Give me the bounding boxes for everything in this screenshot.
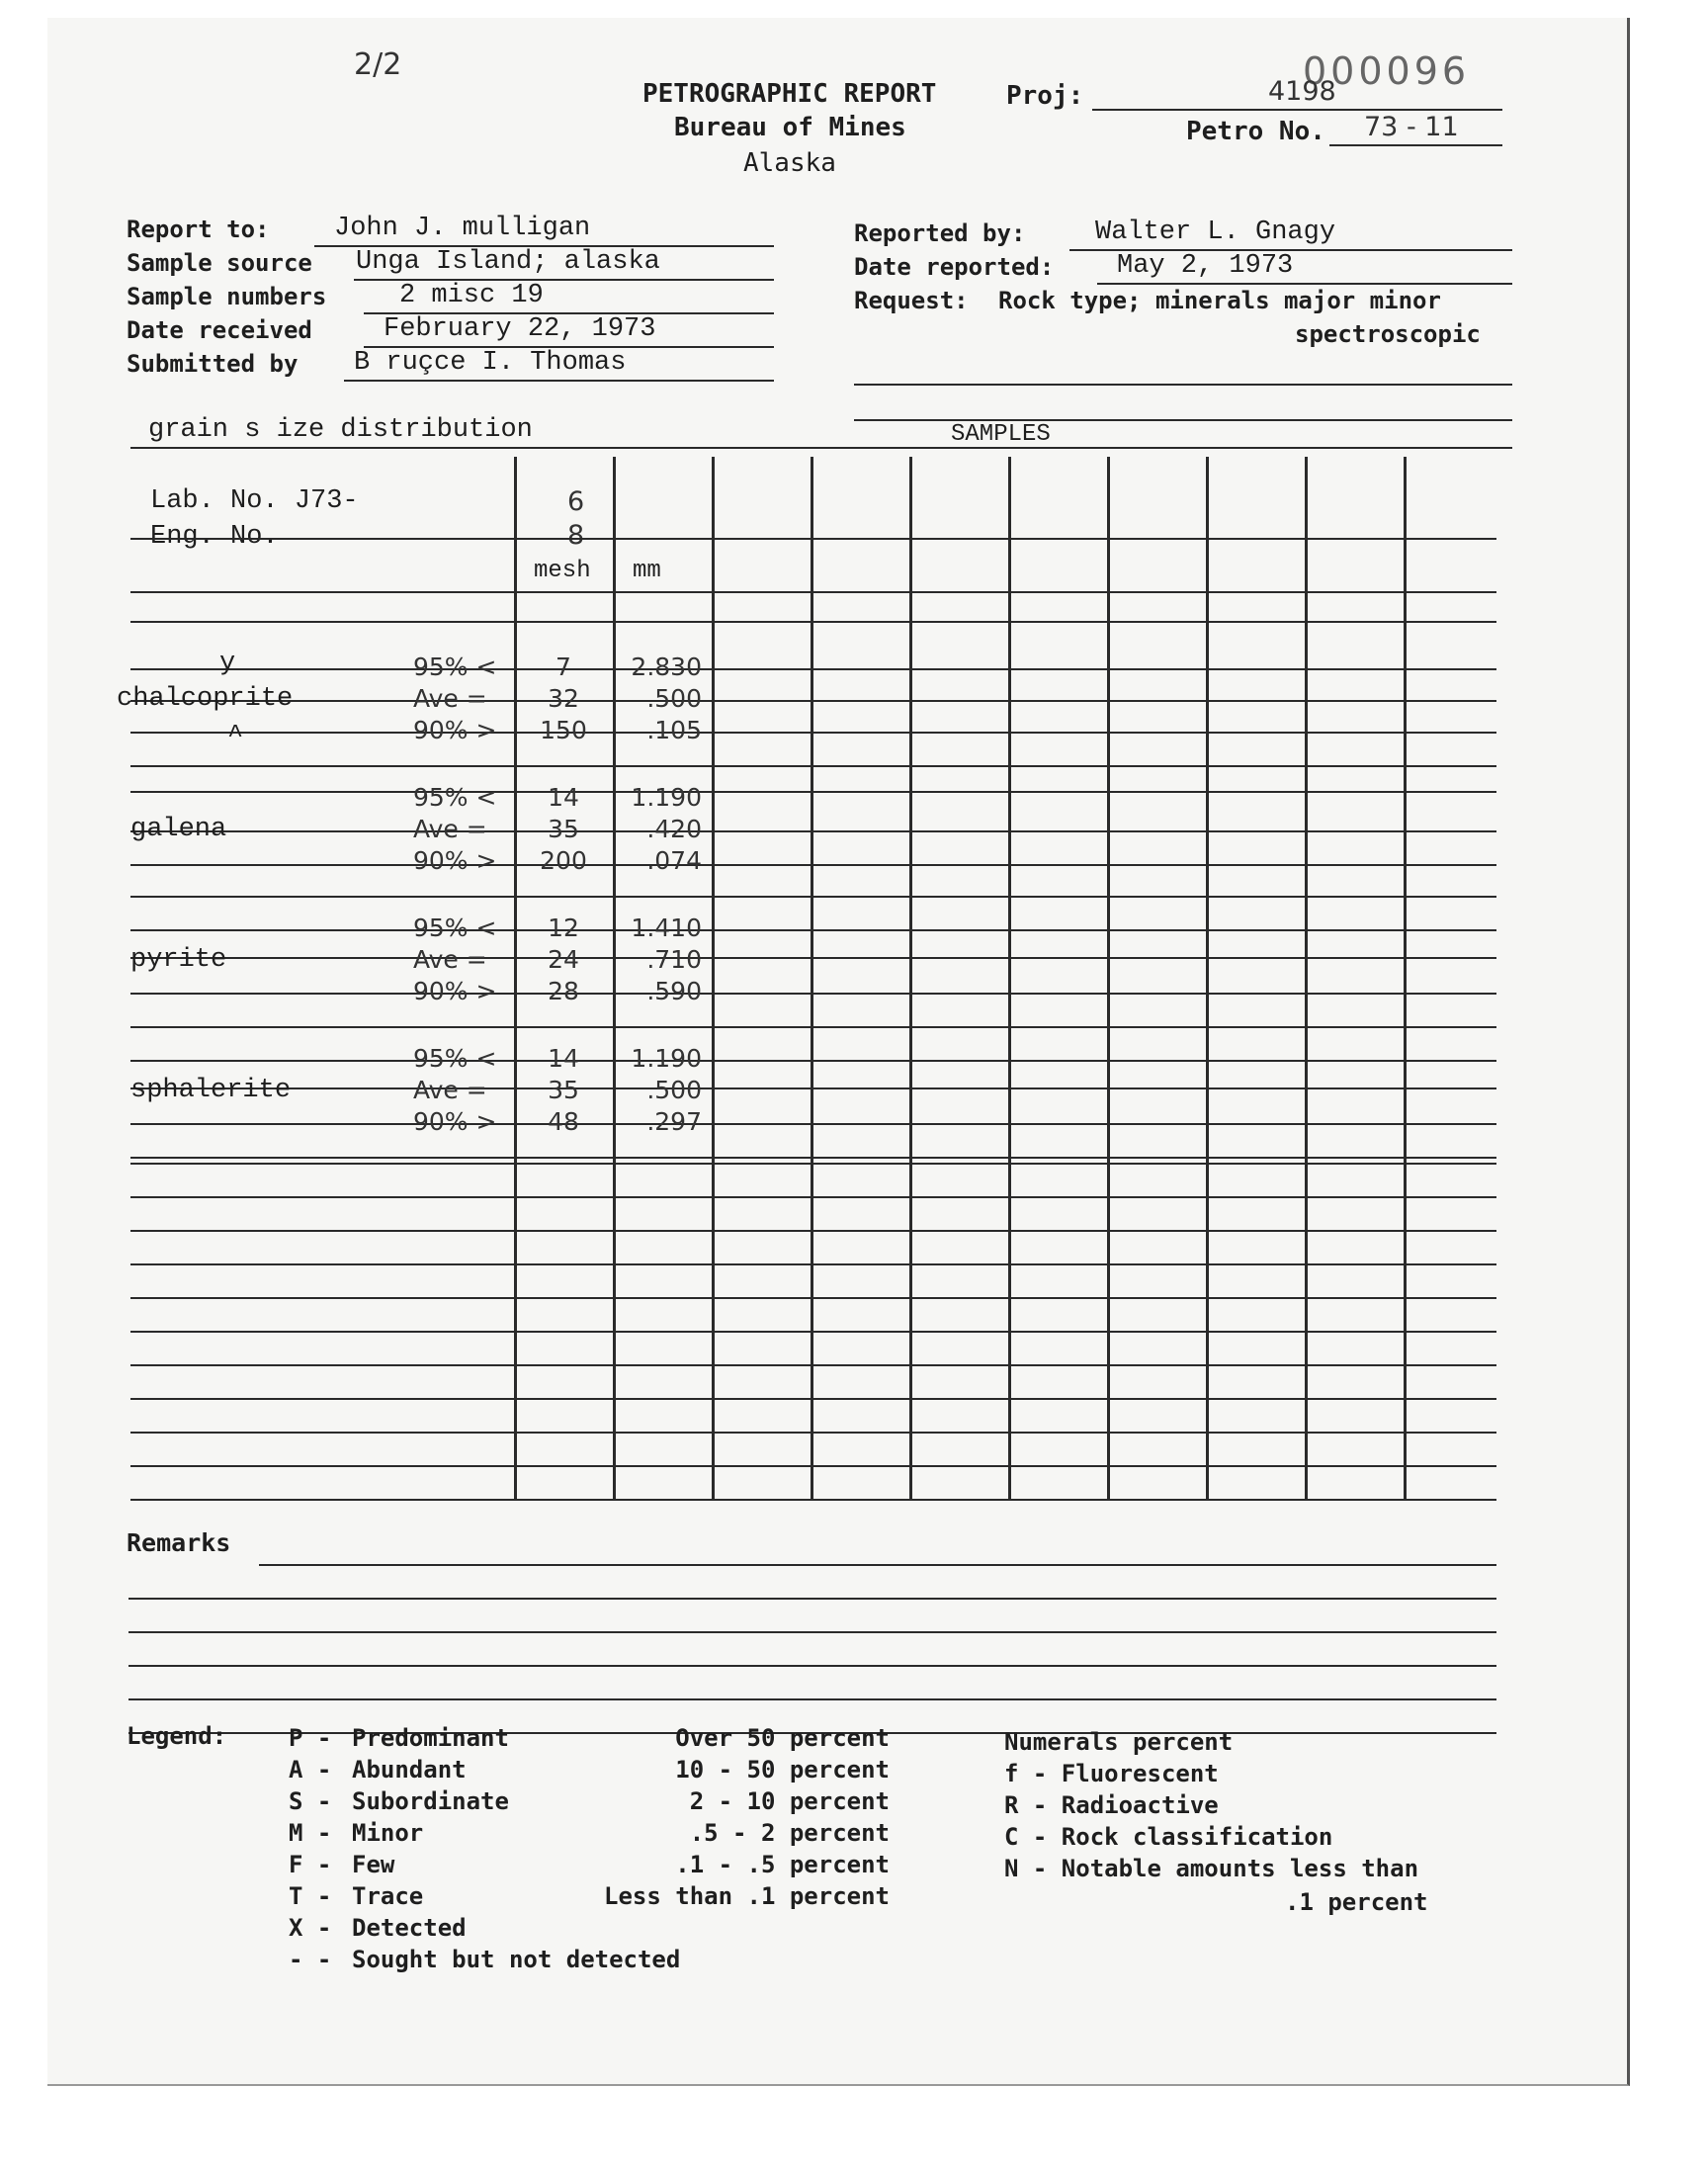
table-column-rule — [909, 457, 912, 1499]
mineral-correction-mark: y — [219, 649, 236, 678]
samples-header: SAMPLES — [951, 421, 1051, 448]
table-column-rule — [1206, 457, 1209, 1499]
table-row-rule — [130, 1297, 1496, 1299]
mm-header: mm — [633, 558, 661, 584]
table-row-rule — [130, 621, 1496, 623]
mm-value: .710 — [646, 945, 702, 974]
mm-value: .105 — [646, 716, 702, 744]
legend-name: Detected — [352, 1914, 467, 1942]
sample-numbers-field — [364, 283, 774, 314]
date-received-field — [364, 316, 774, 348]
remarks-line — [128, 1698, 1496, 1700]
table-row-rule — [130, 1465, 1496, 1467]
mm-value: 2.830 — [631, 652, 702, 681]
agency-name: Bureau of Mines — [674, 113, 906, 142]
mineral-name: galena — [130, 815, 227, 844]
legend-name: Trace — [352, 1882, 424, 1910]
date-reported-value: May 2, 1973 — [1117, 251, 1294, 281]
table-row-rule — [130, 591, 1496, 593]
remarks-line — [128, 1631, 1496, 1633]
table-row-rule — [130, 700, 1496, 702]
legend-name: Abundant — [352, 1756, 467, 1784]
mineral-name: chalcoprite — [117, 684, 294, 714]
stat-label: Ave = — [413, 684, 487, 713]
mesh-header: mesh — [534, 558, 591, 584]
submitted-by-label: Submitted by — [127, 350, 299, 378]
date-reported-field — [1097, 253, 1512, 285]
mm-value: .500 — [646, 684, 702, 713]
mineral-insertion-mark: ^ — [227, 722, 244, 751]
sample-numbers-value: 2 misc 19 — [399, 281, 544, 310]
legend-right-title: Numerals percent — [1004, 1728, 1234, 1756]
eng-no-value: 8 — [567, 520, 585, 551]
mm-value: .420 — [646, 815, 702, 843]
reported-by-value: Walter L. Gnagy — [1095, 218, 1336, 247]
mesh-value: 28 — [548, 977, 579, 1005]
mesh-value: 32 — [548, 684, 579, 713]
petro-label: Petro No. — [1186, 117, 1325, 146]
reported-by-label: Reported by: — [854, 219, 1026, 247]
proj-value: 4198 — [1268, 76, 1336, 107]
petro-value: 73 - 11 — [1364, 112, 1459, 142]
table-row-rule — [130, 1364, 1496, 1366]
mesh-value: 150 — [540, 716, 587, 744]
report-to-field — [314, 216, 774, 247]
legend-code: P - — [289, 1724, 332, 1752]
sample-source-field — [354, 249, 774, 281]
report-to-label: Report to: — [127, 216, 270, 243]
mm-value: .074 — [646, 846, 702, 875]
legend-code: - - — [289, 1946, 332, 1973]
table-row-rule — [130, 1499, 1496, 1501]
table-row-rule — [130, 1026, 1496, 1028]
table-row-rule — [130, 668, 1496, 670]
table-row-rule — [130, 993, 1496, 995]
table-row-rule — [130, 1263, 1496, 1265]
stat-label: 95% < — [413, 652, 497, 681]
table-row-rule — [130, 765, 1496, 767]
stat-label: Ave = — [413, 945, 487, 974]
proj-label: Proj: — [1006, 81, 1084, 111]
stat-label: 90% > — [413, 1107, 497, 1136]
table-row-rule — [130, 1060, 1496, 1062]
report-title: PETROGRAPHIC REPORT — [642, 79, 937, 109]
request-line-2: spectroscopic — [1295, 320, 1481, 348]
mesh-value: 14 — [548, 1044, 579, 1073]
table-row-rule — [130, 1398, 1496, 1400]
legend-name: Minor — [352, 1819, 424, 1847]
stat-label: 95% < — [413, 783, 497, 812]
legend-right-item: N - Notable amounts less than — [1004, 1855, 1419, 1882]
reported-by-field — [1069, 219, 1512, 251]
mm-value: .500 — [646, 1076, 702, 1104]
table-row-rule — [130, 1123, 1496, 1125]
legend-right-item: f - Fluorescent — [1004, 1760, 1219, 1787]
mesh-value: 35 — [548, 1076, 579, 1104]
table-row-rule — [130, 1331, 1496, 1333]
table-row-rule — [130, 1157, 1496, 1159]
remarks-label: Remarks — [127, 1528, 231, 1557]
legend-range: 10 - 50 percent — [675, 1756, 890, 1784]
page-mark: 2/2 — [354, 47, 402, 82]
table-row-rule — [130, 538, 1496, 540]
stat-label: Ave = — [413, 815, 487, 843]
mesh-value: 24 — [548, 945, 579, 974]
eng-no-label: Eng. No. — [150, 522, 279, 552]
table-column-rule — [811, 457, 813, 1499]
table-row-rule — [130, 1230, 1496, 1232]
remarks-line — [128, 1598, 1496, 1600]
stat-label: Ave = — [413, 1076, 487, 1104]
legend-name: Sought but not detected — [352, 1946, 681, 1973]
table-column-rule — [1107, 457, 1110, 1499]
legend-code: S - — [289, 1787, 332, 1815]
table-row-rule — [130, 732, 1496, 734]
legend-range: 2 - 10 percent — [689, 1787, 890, 1815]
submitted-by-value: B ruçce I. Thomas — [354, 348, 627, 378]
remarks-line — [259, 1564, 1496, 1566]
table-row-rule — [130, 1196, 1496, 1198]
stat-label: 95% < — [413, 914, 497, 942]
table-row-rule — [130, 1163, 1496, 1165]
stat-label: 90% > — [413, 846, 497, 875]
table-column-rule — [1008, 457, 1011, 1499]
lab-no-label: Lab. No. J73- — [150, 486, 359, 516]
stat-label: 95% < — [413, 1044, 497, 1073]
table-row-rule — [130, 830, 1496, 832]
sample-source-label: Sample source — [127, 249, 312, 277]
legend-name: Few — [352, 1851, 395, 1878]
table-row-rule — [130, 791, 1496, 793]
mesh-value: 48 — [548, 1107, 579, 1136]
legend-label: Legend: — [127, 1722, 227, 1750]
lab-no-value: 6 — [567, 486, 585, 517]
section-title: grain s ize distribution — [148, 415, 533, 445]
mm-value: 1.190 — [631, 1044, 702, 1073]
legend-right-tail: .1 percent — [1285, 1888, 1428, 1916]
legend-code: M - — [289, 1819, 332, 1847]
mesh-value: 7 — [555, 652, 571, 681]
mineral-name: pyrite — [130, 945, 227, 975]
mm-value: 1.190 — [631, 783, 702, 812]
legend-right-item: R - Radioactive — [1004, 1791, 1219, 1819]
date-received-value: February 22, 1973 — [384, 314, 656, 344]
legend-code: X - — [289, 1914, 332, 1942]
petro-field — [1329, 112, 1502, 146]
date-reported-label: Date reported: — [854, 253, 1055, 281]
legend-name: Subordinate — [352, 1787, 509, 1815]
table-row-rule — [130, 1432, 1496, 1434]
date-received-label: Date received — [127, 316, 312, 344]
proj-field — [1092, 76, 1502, 111]
mm-value: .590 — [646, 977, 702, 1005]
stat-label: 90% > — [413, 977, 497, 1005]
legend-range: .5 - 2 percent — [689, 1819, 890, 1847]
request-label: Request: — [854, 287, 969, 314]
table-row-rule — [130, 896, 1496, 898]
legend-range: Over 50 percent — [675, 1724, 890, 1752]
table-column-rule — [1404, 457, 1407, 1499]
table-column-rule — [514, 457, 517, 1499]
mineral-name: sphalerite — [130, 1076, 292, 1105]
table-row-rule — [130, 1088, 1496, 1089]
table-top-rule — [130, 447, 1512, 449]
table-column-rule — [712, 457, 715, 1499]
remarks-line — [128, 1665, 1496, 1667]
legend-name: Predominant — [352, 1724, 509, 1752]
serial-number: 000096 — [1303, 49, 1471, 93]
agency-location: Alaska — [743, 148, 836, 178]
report-to-value: John J. mulligan — [334, 214, 591, 243]
table-column-rule — [1305, 457, 1308, 1499]
mesh-value: 12 — [548, 914, 579, 942]
request-line-1: Rock type; minerals major minor — [998, 287, 1441, 314]
legend-code: F - — [289, 1851, 332, 1878]
mm-value: 1.410 — [631, 914, 702, 942]
legend-right-item: C - Rock classification — [1004, 1823, 1333, 1851]
request-blank-line — [854, 384, 1512, 386]
mm-value: .297 — [646, 1107, 702, 1136]
mesh-value: 200 — [540, 846, 587, 875]
legend-range: Less than .1 percent — [604, 1882, 890, 1910]
table-row-rule — [130, 957, 1496, 959]
stat-label: 90% > — [413, 716, 497, 744]
sample-source-value: Unga Island; alaska — [356, 247, 660, 277]
mesh-value: 35 — [548, 815, 579, 843]
legend-code: A - — [289, 1756, 332, 1784]
submitted-by-field — [344, 350, 774, 382]
mesh-value: 14 — [548, 783, 579, 812]
table-row-rule — [130, 864, 1496, 866]
table-row-rule — [130, 929, 1496, 931]
sample-numbers-label: Sample numbers — [127, 283, 327, 310]
legend-range: .1 - .5 percent — [675, 1851, 890, 1878]
legend-code: T - — [289, 1882, 332, 1910]
